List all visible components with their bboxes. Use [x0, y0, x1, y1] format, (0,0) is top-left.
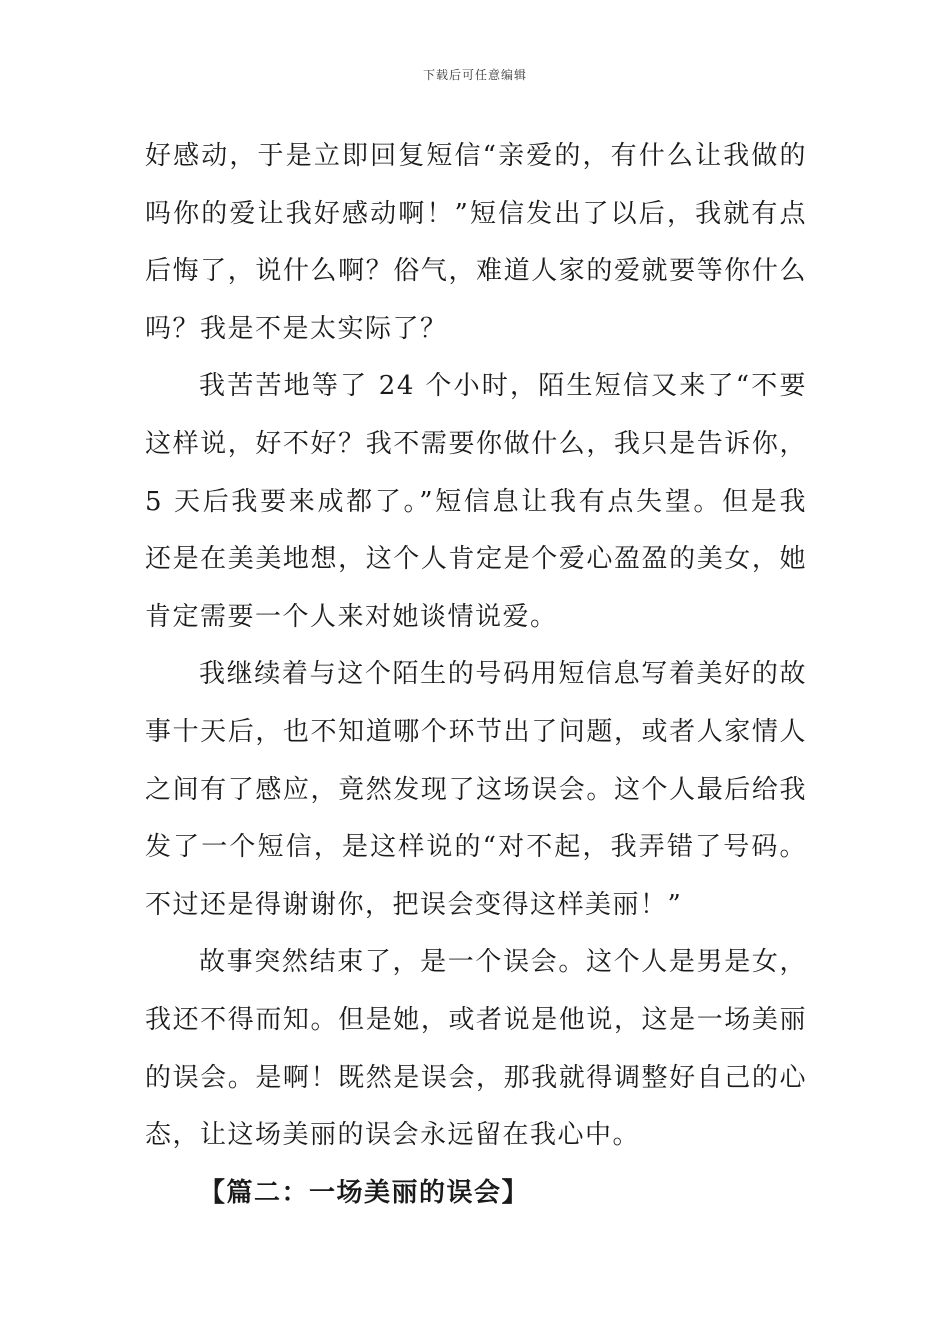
paragraph-3: 我继续着与这个陌生的号码用短信息写着美好的故事十天后，也不知道哪个环节出了问题，或者人家情人之间有了感应，竟然发现了这场误会。这个人最后给我发了一个短信，是这样说的“对不起，我弄错了号码。不过还是得谢谢你，把误会变得这样美丽！”	[145, 659, 807, 920]
paragraph-2: 我苦苦地等了 24 个小时，陌生短信又来了“不要这样说，好不好？我不需要你做什么，我只是告诉你，5 天后我要来成都了。”短信息让我有点失望。但是我还是在美美地想，这个人肯定是个爱心盈盈的美女，她肯定需要一个人来对她谈情说爱。	[145, 371, 807, 632]
section-heading: 【篇二：一场美丽的误会】	[199, 1177, 530, 1208]
paragraph-1: 好感动，于是立即回复短信“亲爱的，有什么让我做的吗你的爱让我好感动啊！”短信发出了以后，我就有点后悔了，说什么啊？俗气，难道人家的爱就要等你什么吗？我是不是太实际了？	[145, 141, 807, 344]
paragraph-4: 故事突然结束了，是一个误会。这个人是男是女，我还不得而知。但是她，或者说是他说，这是一场美丽的误会。是啊！既然是误会，那我就得调整好自己的心态，让这场美丽的误会永远留在我心中。	[145, 947, 807, 1151]
page-header-note: 下载后可任意编辑	[422, 68, 527, 82]
document-body	[145, 128, 807, 1222]
